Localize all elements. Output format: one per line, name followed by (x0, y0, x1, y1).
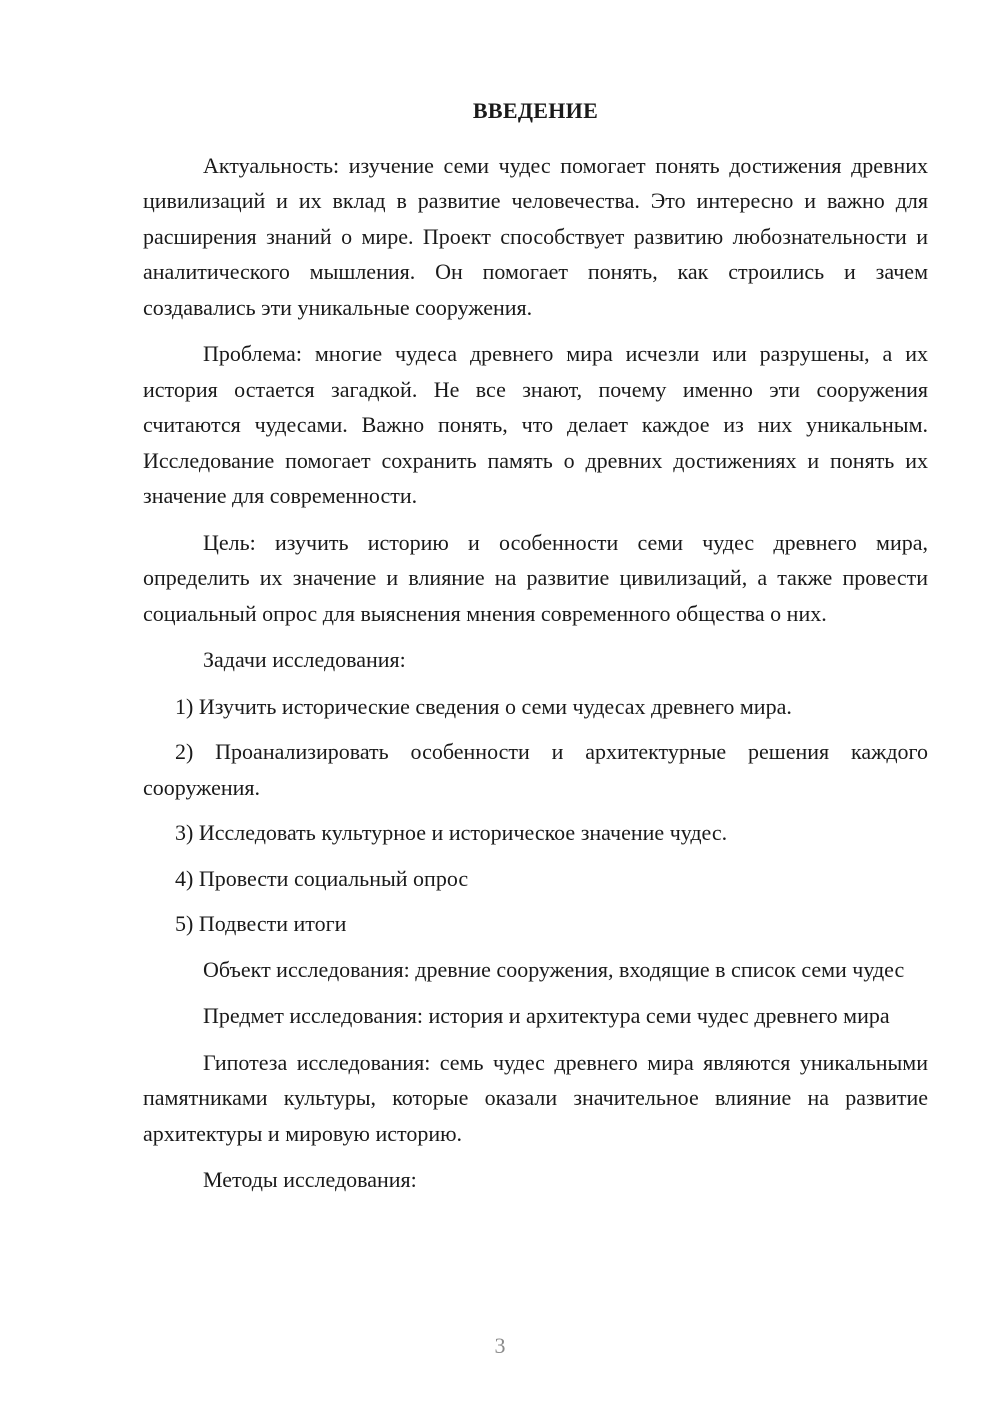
section-title: ВВЕДЕНИЕ (472, 98, 599, 123)
paragraph-object: Объект исследования: древние сооружения, входящие в список семи чудес (203, 956, 905, 982)
tasks-heading: Задачи исследования: (203, 647, 406, 672)
task-item-4: 4) Провести социальный опрос (175, 865, 469, 891)
task-item-2: 2) Проанализировать особенности и архитектурные решения каждого сооружения. (143, 739, 928, 800)
methods-heading: Методы исследования: (203, 1167, 417, 1192)
task-item-5: 5) Подвести итоги (175, 911, 347, 936)
paragraph-goal: Цель: изучить историю и особенности семи чудес древнего мира, определить их значение и влияние на развитие цивилизаций, а также провести социальный опрос для выяснения мнения современного общества о них. (143, 529, 928, 626)
document-page (143, 93, 928, 1209)
paragraph-problem: Проблема: многие чудеса древнего мира исчезли или разрушены, а их история остается загадкой. Не все знают, почему именно эти сооружения считаются чудесами. Важно понять, что делает каждое из них уникальным. Исследование помогает сохранить память о древних достижениях и понять их значение для современности. (143, 341, 928, 508)
paragraph-relevance: Актуальность: изучение семи чудес помогает понять достижения древних цивилизаций и их вклад в развитие человечества. Это интересно и важно для расширения знаний о мире. Проект способствует развитию любознательности и аналитического мышления. Он помогает понять, как строились и зачем создавались эти уникальные сооружения. (143, 152, 928, 320)
task-item-1: 1) Изучить исторические сведения о семи чудесах древнего мира. (175, 693, 792, 719)
paragraph-hypothesis: Гипотеза исследования: семь чудес древнего мира являются уникальными памятниками культуры, которые оказали значительное влияние на развитие архитектуры и мировую историю. (143, 1049, 928, 1146)
task-item-3: 3) Исследовать культурное и историческое значение чудес. (175, 820, 728, 845)
paragraph-subject: Предмет исследования: история и архитектура семи чудес древнего мира (203, 1003, 890, 1028)
page-number: 3 (494, 1333, 506, 1358)
